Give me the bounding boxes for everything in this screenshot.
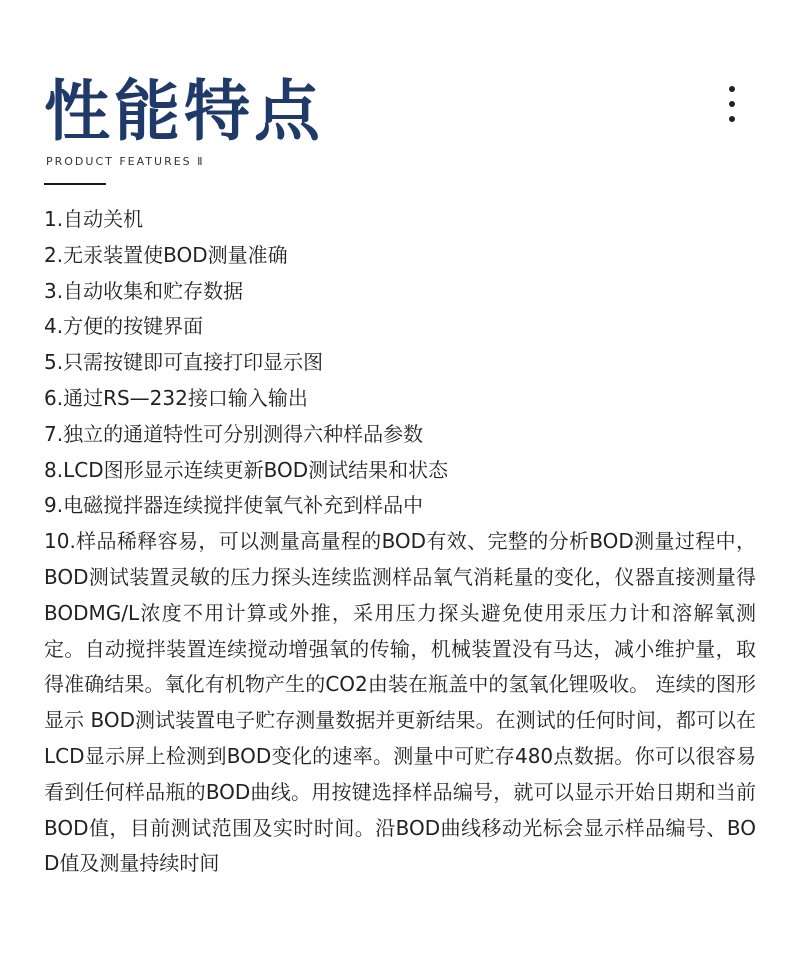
menu-dot xyxy=(729,101,735,107)
page-subtitle: PRODUCT FEATURES Ⅱ xyxy=(46,155,205,168)
title-divider xyxy=(44,183,106,185)
feature-item-10-paragraph: 10.样品稀释容易，可以测量高量程的BOD有效、完整的分析BOD测量过程中，BOD测试装置灵敏的压力探头连续监测样品氧气消耗量的变化，仪器直接测量得BODMG/L浓度不用计算或外推，采用压力探头避免使用汞压力计和溶解氧测定。自动搅拌装置连续搅动增强氧的传输，机械装置没有马达，减小维护量，取得准确结果。氧化有机物产生的CO2由装在瓶盖中的氢氧化锂吸收。 连续的图形显示 BOD测试装置电子贮存测量数据并更新结果。在测试的任何时间，都可以在LCD显示屏上检测到BOD变化的速率。测量中可贮存480点数据。你可以很容易看到任何样品瓶的BOD曲线。用按键选择样品编号，就可以显示开始日期和当前BOD值，目前测试范围及实时时间。沿BOD曲线移动光标会显示样品编号、BOD值及测量持续时间 xyxy=(44,529,756,876)
page-title: 性能特点 xyxy=(44,73,324,150)
feature-item-6: 6.通过RS—232接口输入输出 xyxy=(44,385,308,410)
more-vertical-icon[interactable] xyxy=(724,84,740,126)
feature-item-9: 9.电磁搅拌器连续搅拌使氧气补充到样品中 xyxy=(44,493,424,518)
menu-dot xyxy=(729,86,735,92)
feature-item-1: 1.自动关机 xyxy=(44,207,144,231)
feature-item-5: 5.只需按键即可直接打印显示图 xyxy=(44,350,324,375)
feature-item-3: 3.自动收集和贮存数据 xyxy=(44,278,244,303)
feature-item-4: 4.方便的按键界面 xyxy=(44,314,204,339)
feature-item-2: 2.无汞装置使BOD测量准确 xyxy=(44,242,288,267)
menu-dot xyxy=(729,116,735,122)
feature-item-8: 8.LCD图形显示连续更新BOD测试结果和状态 xyxy=(44,457,449,482)
features-list xyxy=(44,202,756,882)
feature-item-7: 7.独立的通道特性可分别测得六种样品参数 xyxy=(44,421,424,446)
